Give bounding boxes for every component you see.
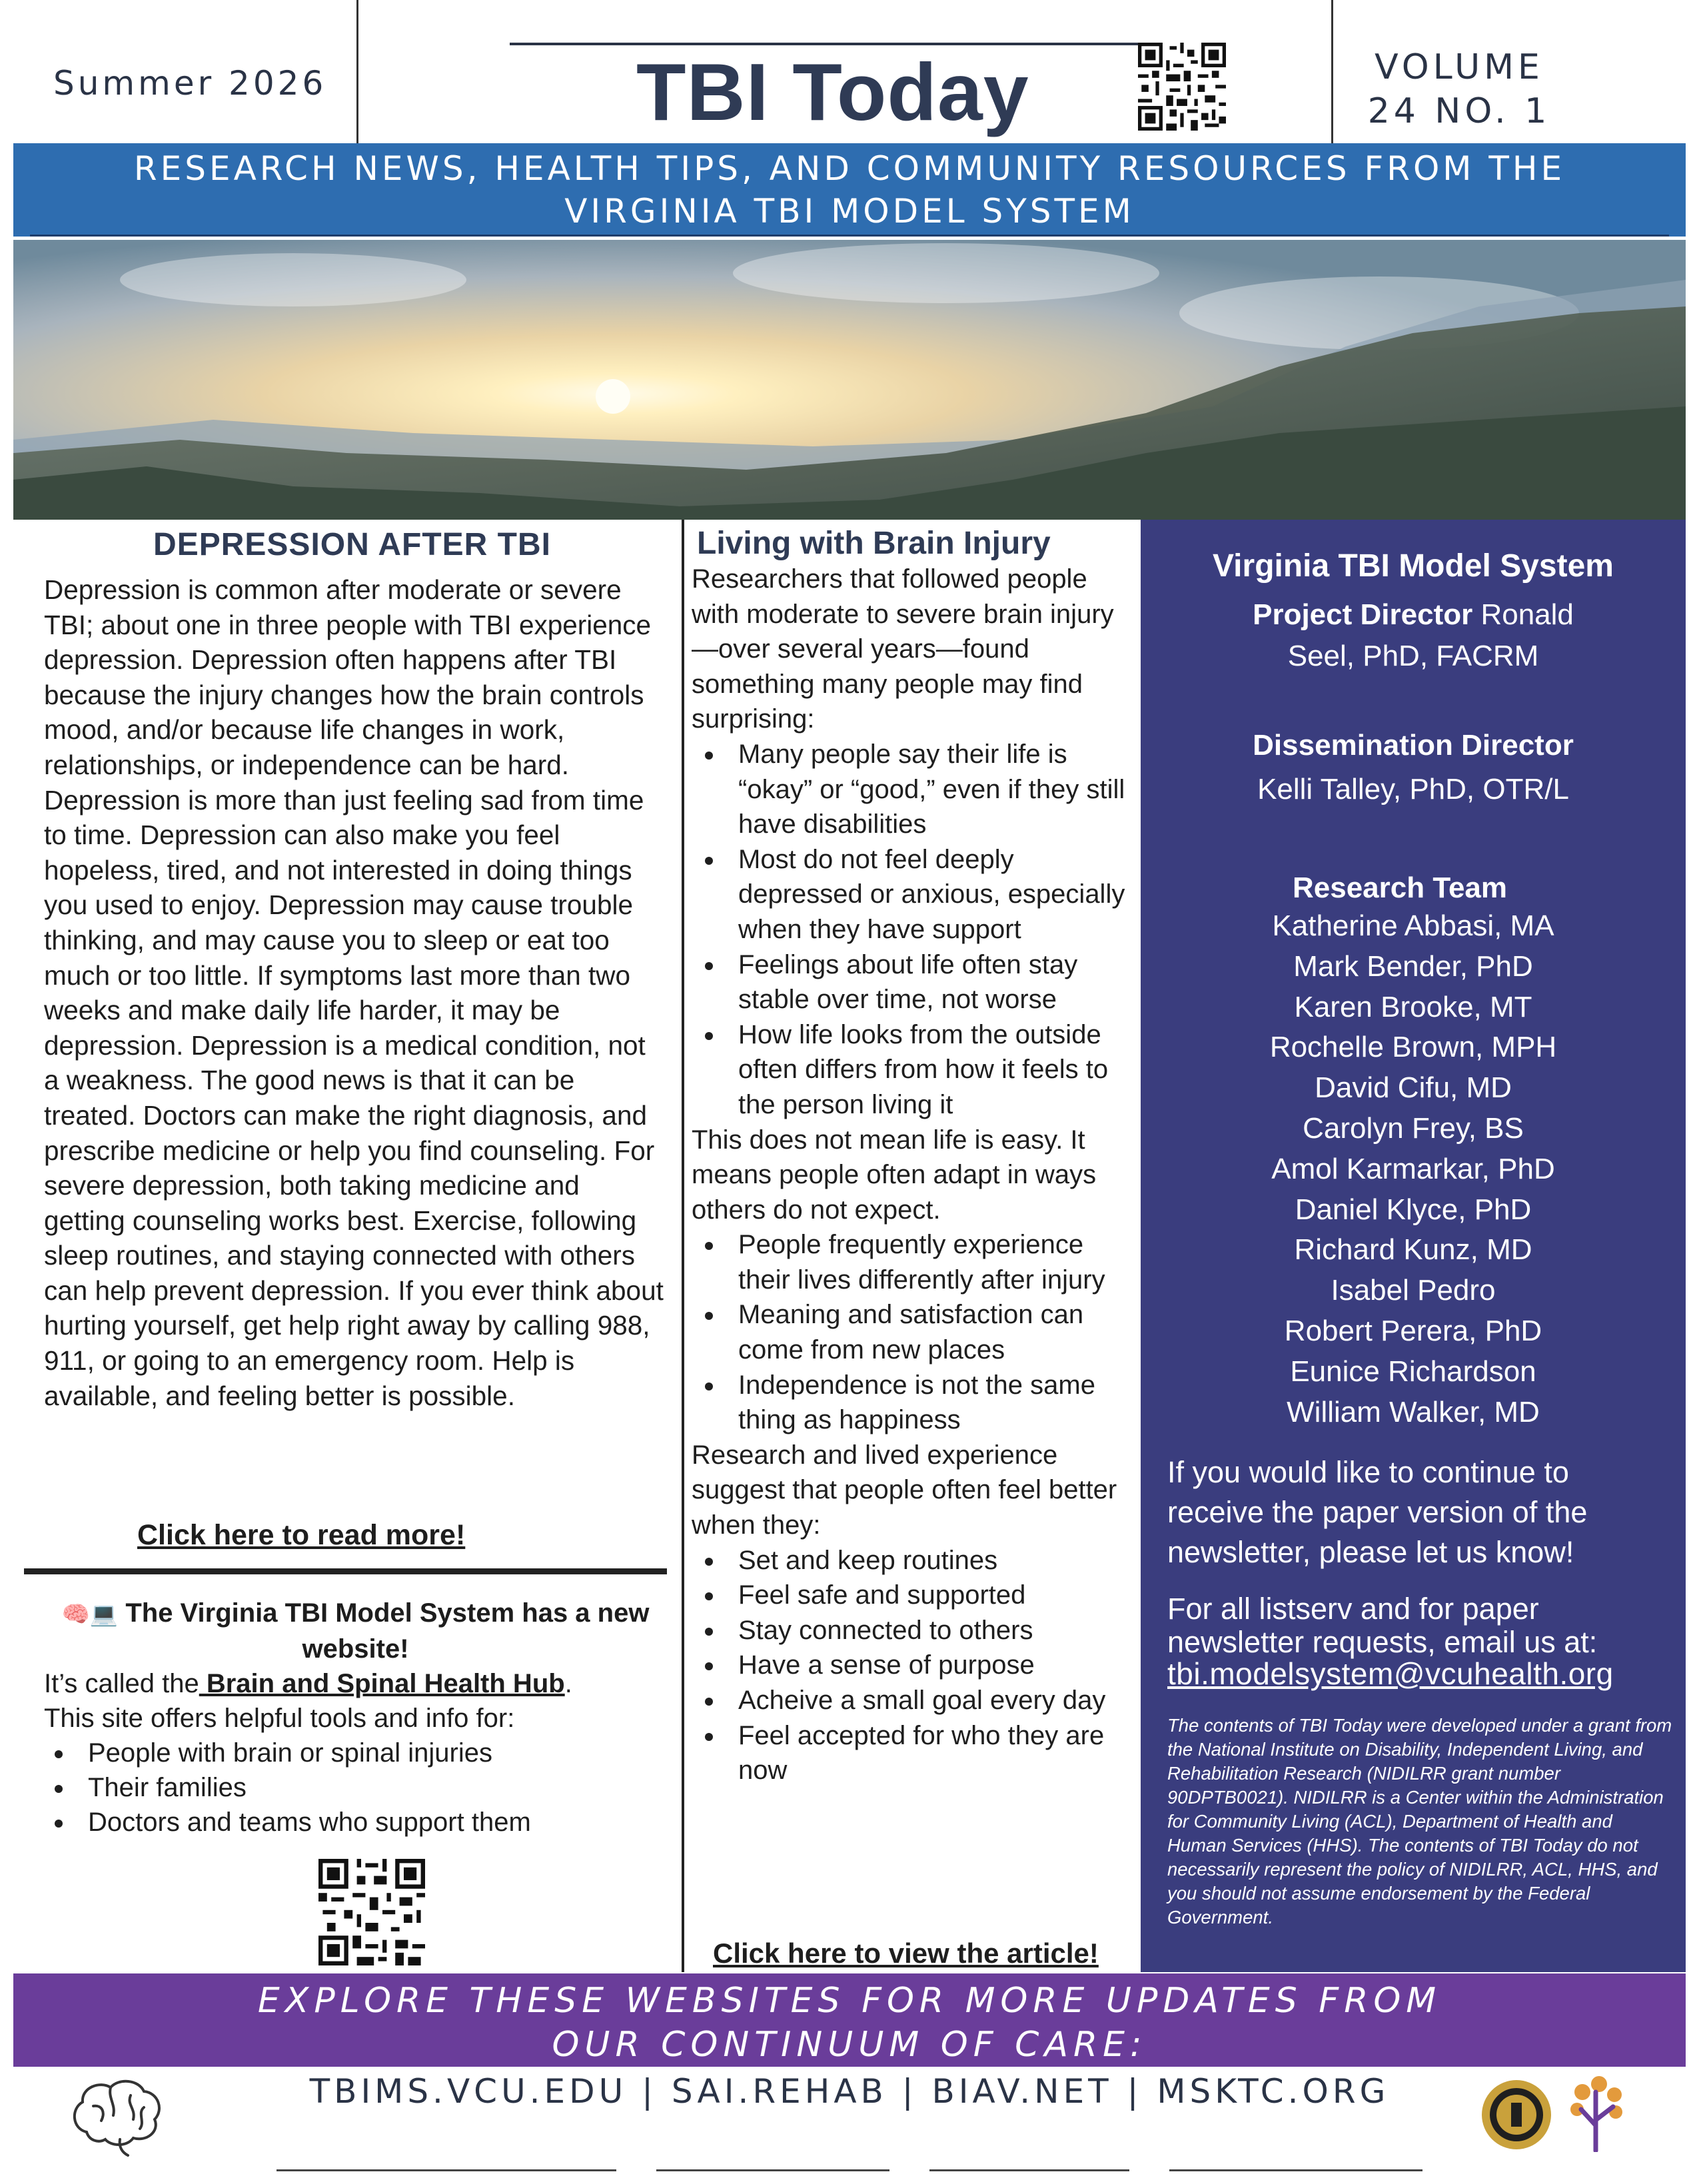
list-item: Doctors and teams who support them [44, 1805, 667, 1840]
issue-season: Summer 2026 [53, 64, 327, 103]
newsletter-title: TBI Today [636, 47, 1029, 137]
article-heading: DEPRESSION AFTER TBI [153, 527, 551, 562]
hero-mountain-sunrise-image [13, 240, 1686, 520]
person-name: Kelli Talley, PhD, OTR/L [1257, 773, 1569, 806]
partner-websites[interactable]: TBIMS.VCU.EDU | SAI.REHAB | BIAV.NET | MSKTC.ORG [309, 2072, 1390, 2111]
paper-version-note: If you would like to continue to receive the paper version of the newsletter, please let us know! [1167, 1455, 1588, 1569]
list-item: People frequently experience their lives differently after injury [692, 1227, 1135, 1297]
hub-announcement [44, 1596, 667, 1840]
staff-sidebar [1141, 520, 1686, 1972]
team-member: Robert Perera, PhD [1284, 1314, 1542, 1347]
project-director [1141, 598, 1686, 632]
team-member: Richard Kunz, MD [1294, 1233, 1532, 1267]
hub-prefix: It’s called the [44, 1669, 199, 1698]
issue-number: 24 NO. 1 [1367, 91, 1551, 131]
team-member: Rochelle Brown, MPH [1269, 1031, 1557, 1064]
list-item: Most do not feel deeply depressed or anxious, especially when they have support [692, 842, 1135, 947]
tree-icon [1562, 2072, 1629, 2152]
findings-list [692, 737, 1135, 1123]
hub-title-text: The Virginia TBI Model System has a new website! [125, 1598, 650, 1664]
hub-suffix: . [564, 1669, 572, 1698]
list-item: Set and keep routines [692, 1543, 1135, 1578]
list-item: Many people say their life is “okay” or “good,” even if they still have disabilities [692, 737, 1135, 842]
footer-line: EXPLORE THESE WEBSITES FOR MORE UPDATES FROM [257, 1981, 1442, 2021]
seal-icon [1480, 2079, 1552, 2151]
view-article-link[interactable]: Click here to view the article! [713, 1937, 1099, 1969]
living-article [692, 525, 1135, 1788]
qr-code-icon[interactable] [1138, 43, 1226, 131]
list-item: Feel accepted for who they are now [692, 1718, 1135, 1788]
list-item: How life looks from the outside often differs from how it feels to the person living it [692, 1017, 1135, 1123]
team-member: Katherine Abbasi, MA [1272, 909, 1554, 942]
research-team-list [1141, 906, 1686, 1432]
list-item: Independence is not the same thing as happiness [692, 1368, 1135, 1438]
team-member: Isabel Pedro [1331, 1274, 1496, 1307]
volume-label: VOLUME [1375, 47, 1544, 87]
volume-number [1359, 45, 1559, 133]
role-label: Dissemination Director [1253, 729, 1574, 762]
column-border [682, 520, 684, 1972]
divider [929, 2169, 1129, 2171]
team-member: William Walker, MD [1287, 1395, 1540, 1428]
list-item: Their families [44, 1770, 667, 1805]
list-item: Feelings about life often stay stable over time, not worse [692, 947, 1135, 1017]
team-label: Research Team [1292, 871, 1508, 904]
team-member: Mark Bender, PhD [1293, 949, 1533, 983]
tagline-line: VIRGINIA TBI MODEL SYSTEM [564, 192, 1135, 231]
tagline-banner [13, 143, 1686, 237]
section-divider [24, 1568, 667, 1574]
brain-laptop-icon: 🧠💻 [61, 1602, 119, 1627]
article-intro: Researchers that followed people with moderate to severe brain injury—over several years—found something many people may find surprising: [692, 564, 1114, 734]
article-body: Depression is common after moderate or severe TBI; about one in three people with TBI experience depression. Depression often happens after TBI because the injury changes how the brain controls mood, and/or because life changes in work, relationships, or independence can be hard. Depression is more than just feeling sad from time to time. Depression can also make you feel hopeless, tired, and not interested in doing things you used to enjoy. Depression may cause trouble thinking, and may cause you to sleep or eat too much or too little. If symptoms last more than two weeks and make daily life harder, it may be depression. Depression is a medical condition, not a weakness. The good news is that it can be treated. Doctors can make the right diagnosis, and prescribe medicine or help you find counseling. For severe depression, both taking medicine and getting counseling works best. Exercise, following sleep routines, and staying connected with others can help prevent depression. If you ever think about hurting yourself, get help right away by calling 988, 911, or going to an emergency room. Help is available, and feeling better is possible. [44, 574, 664, 1411]
hub-name-line [44, 1666, 667, 1701]
list-item: Feel safe and supported [692, 1578, 1135, 1613]
article-heading: Living with Brain Injury [697, 526, 1051, 561]
divider [1169, 2169, 1422, 2171]
hub-site-link[interactable]: Brain and Spinal Health Hub [199, 1669, 565, 1698]
person-name: Ronald [1472, 598, 1574, 631]
experience-list [692, 1227, 1135, 1438]
team-member: Carolyn Frey, BS [1303, 1111, 1524, 1145]
contact-email-link[interactable]: tbi.modelsystem@vcuhealth.org [1167, 1656, 1614, 1691]
divider [277, 2169, 616, 2171]
team-member: Amol Karmarkar, PhD [1271, 1152, 1555, 1185]
article-paragraph: This does not mean life is easy. It means people often adapt in ways others do not expect. [692, 1125, 1097, 1225]
role-label: Project Director [1253, 598, 1473, 631]
team-member: Daniel Klyce, PhD [1295, 1193, 1532, 1226]
hub-audience-list [44, 1736, 667, 1840]
team-member: David Cifu, MD [1315, 1071, 1512, 1105]
funding-disclaimer: The contents of TBI Today were developed under a grant from the National Institute on Disability, Independent Living, and Rehabilitation Research (NIDILRR grant number 90DPTB0021). NIDILRR is a Center within the Administration for Community Living (ACL), Department of Health and Human Services (HHS). The contents of TBI Today do not necessarily represent the policy of NIDILRR, ACL, HHS, and you should not assume endorsement by the Federal Government. [1167, 1715, 1672, 1927]
team-member: Karen Brooke, MT [1294, 990, 1532, 1023]
divider [356, 0, 358, 143]
article-paragraph: Research and lived experience suggest that people often feel better when they: [692, 1440, 1117, 1540]
footer-line: OUR CONTINUUM OF CARE: [552, 2025, 1147, 2065]
email-request-note: For all listserv and for paper newsletter requests, email us at: [1167, 1592, 1598, 1659]
person-name: Seel, PhD, FACRM [1287, 640, 1539, 672]
depression-article [44, 526, 667, 1413]
list-item: Meaning and satisfaction can come from new places [692, 1297, 1135, 1367]
divider [656, 2169, 889, 2171]
footer-banner [13, 1973, 1686, 2067]
list-item: Acheive a small goal every day [692, 1683, 1135, 1718]
divider [1331, 0, 1333, 143]
team-member: Eunice Richardson [1290, 1355, 1536, 1388]
qr-code-icon[interactable] [318, 1859, 425, 1965]
read-more-link[interactable]: Click here to read more! [137, 1519, 466, 1551]
list-item: Have a sense of purpose [692, 1648, 1135, 1683]
banner-rule [30, 235, 1669, 237]
hub-intro: This site offers helpful tools and info for: [44, 1704, 515, 1733]
brain-icon [67, 2075, 167, 2159]
list-item: Stay connected to others [692, 1613, 1135, 1648]
org-name: Virginia TBI Model System [1213, 548, 1614, 584]
tagline-line: RESEARCH NEWS, HEALTH TIPS, AND COMMUNITY RESOURCES FROM THE [133, 149, 1566, 188]
tips-list [692, 1543, 1135, 1788]
list-item: People with brain or spinal injuries [44, 1736, 667, 1770]
masthead [0, 0, 1699, 143]
hub-title [44, 1596, 667, 1666]
